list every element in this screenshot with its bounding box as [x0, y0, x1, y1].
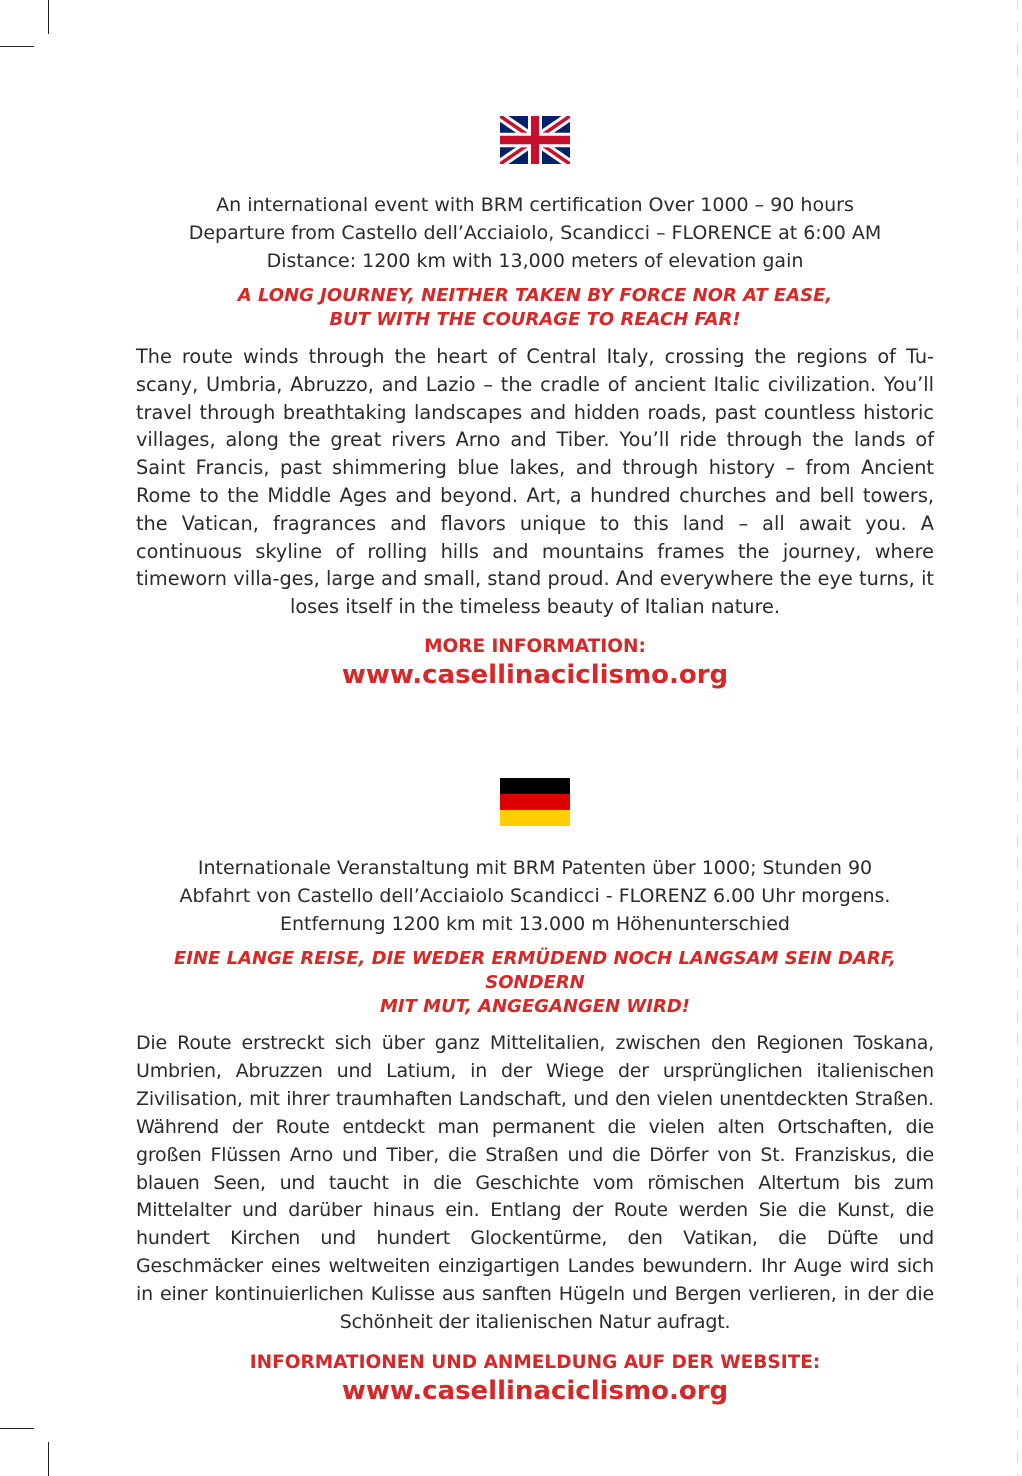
cut-line-right	[1017, 0, 1018, 1476]
route-description: Die Route erstreckt sich über ganz Mittelitalien, zwischen den Regionen Toskana, Umbrien, Abruzzen und Latium, in der Wiege der ursprünglichen italienischen Zivilisation, mit ihrer traumhaften Landschaft, und den vielen unentdeckten Straßen. Während der Route entdeckt man permanent die vielen alten Ortschaften, die großen Flüssen Arno und Tiber, die Straßen und die Dörfer von St. Franziskus, die blauen Seen, und taucht in die Geschichte vom römischen Altertum bis zum Mittelalter und darüber hinaus ein. Entlang der Route werden Sie die Kunst, die hundert Kirchen und hundert Glockentürme, den Vatikan, die Düfte und Geschmäcker eines weltweiten einzigartigen Landes bewundern. Ihr Auge wird sich in einer kontinuierlichen Kulisse aus sanften Hügeln und Bergen verlieren, in der die Schönheit der italienischen Natur aufragt.	[136, 1032, 934, 1334]
event-details	[136, 191, 934, 275]
event-certification-line: Internationale Veranstaltung mit BRM Patenten über 1000; Stunden 90	[197, 857, 873, 879]
event-details	[136, 854, 934, 938]
slogan	[136, 947, 934, 1019]
distance-line: Entfernung 1200 km mit 13.000 m Höhenunterschied	[279, 913, 790, 935]
german-section	[136, 778, 934, 1407]
event-certification-line: An international event with BRM certification Over 1000 – 90 hours	[216, 194, 854, 216]
crop-mark-top-left-horizontal	[0, 46, 34, 47]
slogan-line-2: BUT WITH THE COURAGE TO REACH FAR!	[329, 309, 741, 330]
germany-flag-icon	[500, 778, 570, 826]
distance-line: Distance: 1200 km with 13,000 meters of elevation gain	[266, 250, 804, 272]
slogan-line-1: EINE LANGE REISE, DIE WEDER ERMÜDEND NOCH LANGSAM SEIN DARF, SONDERN	[173, 948, 897, 993]
slogan-line-2: MIT MUT, ANGEGANGEN WIRD!	[380, 996, 690, 1017]
crop-mark-top-left-vertical	[48, 0, 49, 34]
website-link[interactable]: www.casellinaciclismo.org	[341, 1375, 729, 1406]
departure-line: Departure from Castello dell’Acciaiolo, Scandicci – FLORENCE at 6:00 AM	[188, 222, 882, 244]
route-description: The route winds through the heart of Central Italy, crossing the regions of Tu-scany, Umbria, Abruzzo, and Lazio – the cradle of ancient Italic civilization. You’ll travel through breathtaking landscapes and hidden roads, past countless historic villages, along the great rivers Arno and Tiber. You’ll ride through the lands of Saint Francis, past shimmering blue lakes, and through history – from Ancient Rome to the Middle Ages and beyond. Art, a hundred churches and bell towers, the Vatican, fragrances and flavors unique to this land – all await you. A continuous skyline of rolling hills and mountains frames the journey, where timeworn villa-ges, large and small, stand proud. And everywhere the eye turns, it loses itself in the timeless beauty of Italian nature.	[136, 345, 934, 619]
uk-flag-icon	[500, 116, 570, 164]
crop-mark-bottom-left-horizontal	[0, 1428, 34, 1429]
more-info-heading: MORE INFORMATION:	[424, 635, 646, 657]
registration-info-heading: INFORMATIONEN UND ANMELDUNG AUF DER WEBSITE:	[249, 1351, 821, 1373]
english-section	[136, 116, 934, 691]
crop-mark-bottom-left-vertical	[48, 1442, 49, 1476]
slogan	[136, 284, 934, 332]
departure-line: Abfahrt von Castello dell’Acciaiolo Scandicci - FLORENZ 6.00 Uhr morgens.	[179, 885, 891, 907]
website-link[interactable]: www.casellinaciclismo.org	[341, 659, 729, 690]
slogan-line-1: A LONG JOURNEY, NEITHER TAKEN BY FORCE NOR AT EASE,	[237, 285, 833, 306]
